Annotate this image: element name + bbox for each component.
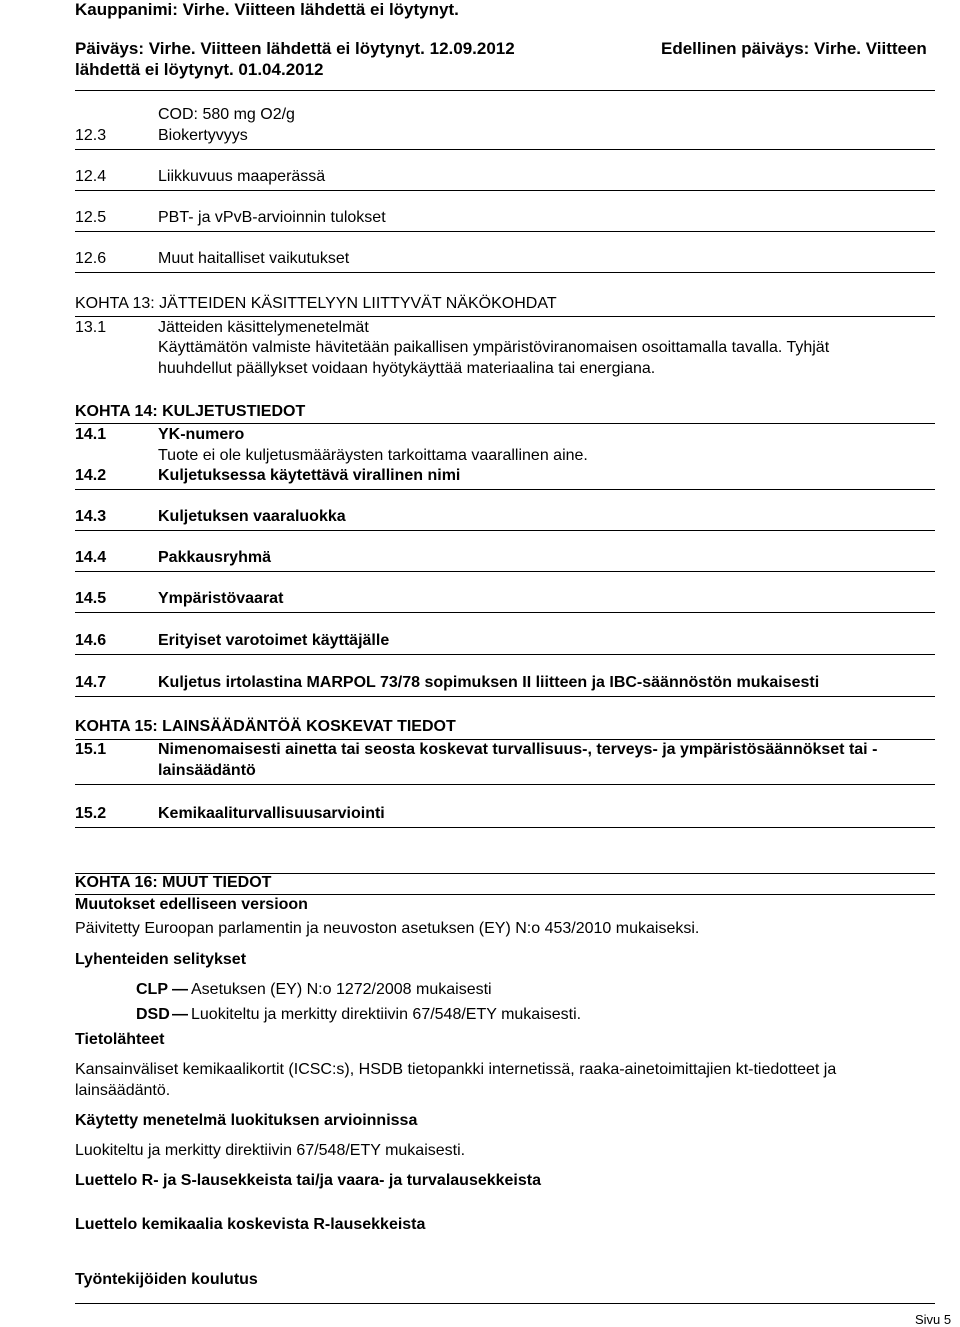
section-number: 15.2 [75, 805, 107, 822]
section-number: 12.3 [75, 127, 107, 144]
subsection-title: YK-numero [158, 426, 245, 443]
method-text: Luokiteltu ja merkitty direktiivin 67/548/ETY mukaisesti. [75, 1142, 466, 1159]
subsection-title: Liikkuvuus maaperässä [158, 168, 326, 185]
section-number: 14.6 [75, 632, 107, 649]
subsection-title: Kuljetuksen vaaraluokka [158, 508, 346, 525]
sources-text: Kansainväliset kemikaalikortit (ICSC:s), HSDB tietopankki internetissä, raaka-ainetoimittajien kt-tiedotteet ja [75, 1061, 837, 1078]
body-text: Tuote ei ole kuljetusmääräysten tarkoittama vaarallinen aine. [158, 447, 588, 464]
sources-label: Tietolähteet [75, 1031, 165, 1048]
subsection-rule [75, 784, 935, 785]
abbreviation-clp-text: Asetuksen (EY) N:o 1272/2008 mukaisesti [191, 981, 492, 998]
rs-phrases-label: Luettelo R- ja S-lausekkeista tai/ja vaara- ja turvalausekkeista [75, 1172, 541, 1189]
section-number: 14.3 [75, 508, 107, 525]
section-number: 14.4 [75, 549, 107, 566]
section-number: 14.5 [75, 590, 107, 607]
section-number: 13.1 [75, 319, 107, 336]
abbreviation-dsd-text: Luokiteltu ja merkitty direktiivin 67/548/ETY mukaisesti. [191, 1006, 582, 1023]
changes-text: Päivitetty Euroopan parlamentin ja neuvoston asetuksen (EY) N:o 453/2010 mukaiseksi. [75, 920, 700, 937]
subsection-title: Erityiset varotoimet käyttäjälle [158, 632, 390, 649]
section-heading-rule [75, 894, 935, 895]
subsection-rule [75, 530, 935, 531]
subsection-rule [75, 571, 935, 572]
section-heading-rule [75, 739, 935, 740]
training-label: Työntekijöiden koulutus [75, 1271, 258, 1288]
cod-value: COD: 580 mg O2/g [158, 106, 295, 123]
subsection-title-continued: lainsäädäntö [158, 762, 256, 779]
subsection-rule [75, 654, 935, 655]
section-heading: KOHTA 16: MUUT TIEDOT [75, 874, 272, 891]
section-number: 12.6 [75, 250, 107, 267]
subsection-title: Muut haitalliset vaikutukset [158, 250, 350, 267]
subsection-rule [75, 489, 935, 490]
section-number: 14.2 [75, 467, 107, 484]
document-date-continued: lähdettä ei löytynyt. 01.04.2012 [75, 60, 324, 79]
method-label: Käytetty menetelmä luokituksen arvioinnissa [75, 1112, 418, 1129]
subsection-title: Nimenomaisesti ainetta tai seosta koskevat turvallisuus-, terveys- ja ympäristösäännökset tai - [158, 741, 878, 758]
section-heading: KOHTA 13: JÄTTEIDEN KÄSITTELYYN LIITTYVÄT NÄKÖKOHDAT [75, 295, 557, 312]
subsection-rule [75, 149, 935, 150]
subsection-title: Kuljetuksessa käytettävä virallinen nimi [158, 467, 461, 484]
subsection-title: Jätteiden käsittelymenetelmät [158, 319, 369, 336]
header-rule [75, 90, 935, 91]
subsection-rule [75, 612, 935, 613]
sources-text-continued: lainsäädäntö. [75, 1082, 171, 1099]
abbreviations-label: Lyhenteiden selitykset [75, 951, 247, 968]
page-number: Sivu 5 [915, 1312, 952, 1327]
subsection-rule [75, 190, 935, 191]
subsection-title: Kuljetus irtolastina MARPOL 73/78 sopimuksen II liitteen ja IBC-säännöstön mukaisesti [158, 674, 820, 691]
subsection-title: Kemikaaliturvallisuusarviointi [158, 805, 385, 822]
abbreviation-dsd: DSD [136, 1006, 170, 1023]
section-heading-rule [75, 316, 935, 317]
section-number: 14.1 [75, 426, 107, 443]
section-heading: KOHTA 14: KULJETUSTIEDOT [75, 403, 306, 420]
abbreviation-dash: — [172, 981, 188, 998]
abbreviation-dash: — [172, 1006, 188, 1023]
abbreviation-clp: CLP [136, 981, 168, 998]
subsection-title: PBT- ja vPvB-arvioinnin tulokset [158, 209, 386, 226]
section-heading: KOHTA 15: LAINSÄÄDÄNTÖÄ KOSKEVAT TIEDOT [75, 718, 456, 735]
body-text: huuhdellut päällykset voidaan hyötykäyttää materiaalina tai energiana. [158, 360, 656, 377]
subsection-title: Pakkausryhmä [158, 549, 271, 566]
subsection-title: Biokertyvyys [158, 127, 248, 144]
section-number: 12.4 [75, 168, 107, 185]
changes-label: Muutokset edelliseen versioon [75, 896, 308, 913]
section-number: 15.1 [75, 741, 107, 758]
footer-rule [75, 1303, 935, 1304]
document-date: Päiväys: Virhe. Viitteen lähdettä ei löytynyt. 12.09.2012 [75, 39, 515, 58]
subsection-rule [75, 696, 935, 697]
section-number: 12.5 [75, 209, 107, 226]
trade-name: Kauppanimi: Virhe. Viitteen lähdettä ei löytynyt. [75, 0, 459, 19]
previous-date: Edellinen päiväys: Virhe. Viitteen [661, 39, 927, 58]
subsection-rule [75, 231, 935, 232]
subsection-rule [75, 272, 935, 273]
r-phrases-label: Luettelo kemikaalia koskevista R-lausekkeista [75, 1216, 426, 1233]
section-heading-rule [75, 423, 935, 424]
subsection-rule [75, 827, 935, 828]
subsection-title: Ympäristövaarat [158, 590, 284, 607]
section-number: 14.7 [75, 674, 107, 691]
body-text: Käyttämätön valmiste hävitetään paikallisen ympäristöviranomaisen osoittamalla tavalla. Tyhjät [158, 339, 830, 356]
